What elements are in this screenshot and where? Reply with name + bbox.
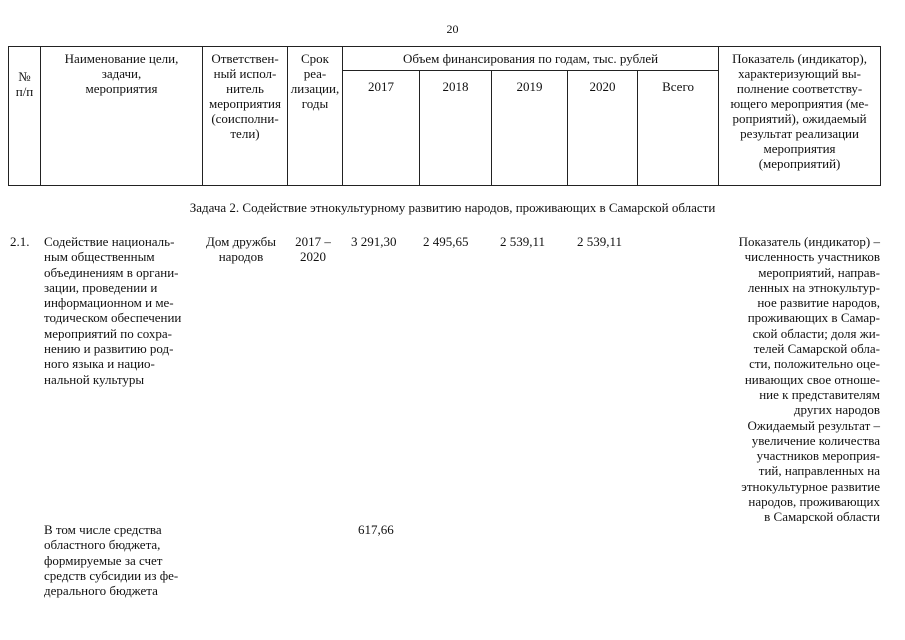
task-title: Задача 2. Содействие этнокультурному развитию народов, проживающих в Самарской области [189, 200, 716, 215]
header-year-2020: 2020 [568, 71, 638, 186]
row-value-2017: 3 291,30 [351, 234, 397, 249]
table-header [8, 46, 881, 186]
header-total: Всего [638, 71, 719, 186]
page-number: 20 [446, 22, 459, 36]
header-year-2019: 2019 [492, 71, 568, 186]
row-term: 2017 – 2020 [295, 234, 331, 265]
header-financing: Объем финансирования по годам, тыс. рублей [343, 47, 719, 71]
row-value-2020: 2 539,11 [577, 234, 623, 249]
row-value-2018: 2 495,65 [423, 234, 469, 249]
subrow-name: В том числе средства областного бюджета, формируемые за счет средств субсидии из фе- дерального бюджета [44, 522, 179, 599]
row-indicator: Показатель (индикатор) – численность участников мероприятий, направ- ленных на этнокультур- ное развитие народов, проживающих в Самар- ской области; доля жи- телей Самарской обла- сти, положительно оце- нивающих свое отноше- ние к представителям других народов Ожидаемый результат – увеличение количества участников мероприя- тий, направленных на этнокультурное развитие народов, проживающих в Самарской области [738, 234, 880, 525]
header-year-2017: 2017 [343, 71, 420, 186]
header-responsible: Ответствен- ный испол- нитель мероприятия (соисполни- тели) [203, 47, 288, 186]
header-indicator: Показатель (индикатор), характеризующий вы- полнение соответству- ющего мероприятия (ме- роприятий), ожидаемый результат реализации мероприятия (мероприятий) [719, 47, 881, 186]
row-name: Содействие националь- ным общественным объединениям в органи- зации, проведении и информационном и ме- тодическом обеспечении мероприятий по сохра- нению и развитию род- ного языка и нацио- нальной культуры [44, 234, 182, 387]
row-number: 2.1. [10, 234, 30, 249]
header-num: № п/п [9, 47, 41, 186]
row-responsible: Дом дружбы народов [205, 234, 277, 265]
row-value-2019: 2 539,11 [500, 234, 546, 249]
header-year-2018: 2018 [420, 71, 492, 186]
header-name: Наименование цели, задачи, мероприятия [41, 47, 203, 186]
subrow-value-2017: 617,66 [358, 522, 394, 537]
header-term: Срок реа- лизации, годы [288, 47, 343, 186]
